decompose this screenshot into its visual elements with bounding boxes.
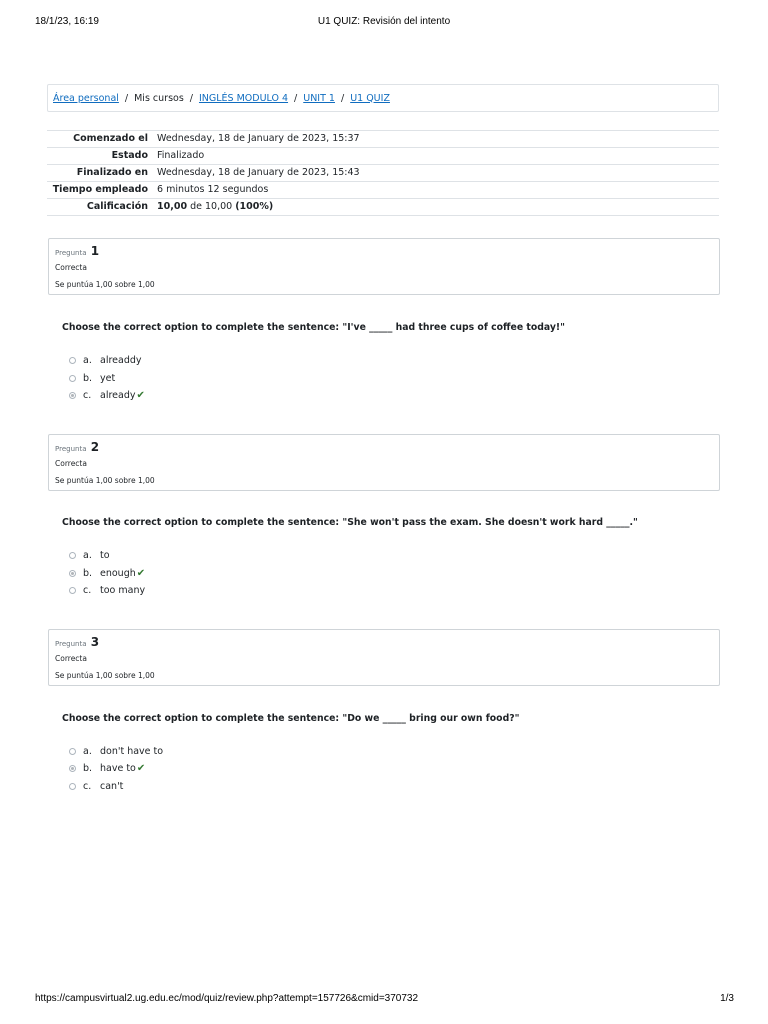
option-letter: b. — [83, 762, 93, 774]
summary-row-grade — [47, 199, 719, 216]
option-letter: b. — [83, 372, 93, 384]
breadcrumb-separator: / — [189, 92, 193, 104]
finished-label: Finalizado en — [47, 165, 157, 182]
breadcrumb-separator: / — [340, 92, 345, 104]
breadcrumb-course[interactable]: INGLÉS MODULO 4 — [198, 92, 289, 104]
question-info-box — [48, 629, 720, 686]
answer-option[interactable] — [69, 583, 145, 597]
breadcrumb-separator: / — [124, 92, 129, 104]
option-letter: a. — [83, 745, 92, 757]
option-letter: b. — [83, 567, 93, 579]
time-label: Tiempo empleado — [47, 182, 157, 199]
breadcrumb-separator: / — [294, 92, 298, 104]
question-info-box — [48, 434, 720, 491]
answer-option-selected[interactable] — [69, 761, 145, 775]
option-text: too many — [100, 584, 146, 596]
print-footer — [0, 993, 768, 1007]
question-number — [55, 635, 99, 649]
question-number-label: Pregunta — [55, 249, 87, 257]
started-value: Wednesday, 18 de January de 2023, 15:37 — [157, 131, 719, 148]
breadcrumb-unit[interactable]: UNIT 1 — [303, 92, 335, 104]
started-label: Comenzado el — [47, 131, 157, 148]
option-text: already — [100, 389, 136, 401]
answer-option-selected[interactable] — [69, 388, 145, 402]
question-info-box — [48, 238, 720, 295]
radio-icon[interactable] — [69, 570, 76, 577]
radio-icon[interactable] — [69, 587, 76, 594]
print-header — [0, 16, 768, 30]
question-grade: Se puntúa 1,00 sobre 1,00 — [55, 280, 155, 289]
radio-icon[interactable] — [69, 765, 76, 772]
question-number-value: 2 — [90, 440, 100, 454]
grade-score: 10,00 — [157, 201, 188, 212]
answer-option[interactable] — [69, 371, 115, 385]
summary-row-time — [47, 182, 719, 199]
grade-label: Calificación — [47, 199, 157, 216]
grade-of: de 10,00 — [190, 201, 233, 212]
print-date: 18/1/23, 16:19 — [35, 16, 99, 27]
question-state: Correcta — [55, 459, 87, 468]
check-icon: ✔ — [136, 762, 146, 774]
question-number-label: Pregunta — [55, 640, 87, 648]
question-number-value: 1 — [90, 244, 100, 258]
print-url: https://campusvirtual2.ug.edu.ec/mod/quiz/review.php?attempt=157726&cmid=370732 — [35, 993, 419, 1004]
radio-icon[interactable] — [69, 392, 76, 399]
state-value: Finalizado — [157, 148, 719, 165]
option-letter: c. — [83, 584, 92, 596]
check-icon: ✔ — [136, 567, 146, 579]
time-value: 6 minutos 12 segundos — [157, 182, 719, 199]
question-text: Choose the correct option to complete the sentence: "She won't pass the exam. She doesn't work hard _____." — [62, 517, 638, 528]
page-number: 1/3 — [720, 993, 734, 1004]
answer-option[interactable] — [69, 353, 142, 367]
summary-row-finished — [47, 165, 719, 182]
grade-value — [157, 199, 719, 216]
breadcrumb-quiz[interactable]: U1 QUIZ — [350, 92, 390, 104]
option-letter: a. — [83, 549, 92, 561]
print-title: U1 QUIZ: Revisión del intento — [317, 16, 451, 27]
option-text: have to — [100, 762, 136, 774]
answer-option-selected[interactable] — [69, 566, 145, 580]
option-text: yet — [100, 372, 116, 384]
option-letter: c. — [83, 780, 92, 792]
question-grade: Se puntúa 1,00 sobre 1,00 — [55, 671, 155, 680]
question-state: Correcta — [55, 263, 87, 272]
breadcrumb-mis-cursos: Mis cursos — [134, 92, 184, 104]
radio-icon[interactable] — [69, 357, 76, 364]
answer-option[interactable] — [69, 779, 123, 793]
question-text: Choose the correct option to complete the sentence: "I've _____ had three cups of coffee today!" — [62, 322, 565, 333]
finished-value: Wednesday, 18 de January de 2023, 15:43 — [157, 165, 719, 182]
radio-icon[interactable] — [69, 748, 76, 755]
question-number — [55, 244, 99, 258]
grade-percent: (100%) — [235, 201, 274, 212]
question-state: Correcta — [55, 654, 87, 663]
radio-icon[interactable] — [69, 375, 76, 382]
summary-row-state — [47, 148, 719, 165]
check-icon: ✔ — [136, 389, 145, 401]
summary-row-started — [47, 131, 719, 148]
option-text: to — [100, 549, 110, 561]
option-text: alreaddy — [100, 354, 142, 366]
state-label: Estado — [47, 148, 157, 165]
question-number-value: 3 — [90, 635, 100, 649]
option-text: don't have to — [100, 745, 164, 757]
radio-icon[interactable] — [69, 552, 76, 559]
answer-option[interactable] — [69, 744, 163, 758]
question-text: Choose the correct option to complete the sentence: "Do we _____ bring our own food?" — [62, 713, 520, 724]
attempt-summary-table — [47, 130, 719, 216]
question-number-label: Pregunta — [55, 445, 87, 453]
option-letter: a. — [83, 354, 92, 366]
breadcrumb-area-personal[interactable]: Área personal — [53, 92, 119, 104]
answer-option[interactable] — [69, 548, 110, 562]
breadcrumb — [47, 84, 719, 112]
question-number — [55, 440, 99, 454]
option-text: enough — [100, 567, 136, 579]
question-grade: Se puntúa 1,00 sobre 1,00 — [55, 476, 155, 485]
radio-icon[interactable] — [69, 783, 76, 790]
option-letter: c. — [83, 389, 92, 401]
option-text: can't — [100, 780, 124, 792]
